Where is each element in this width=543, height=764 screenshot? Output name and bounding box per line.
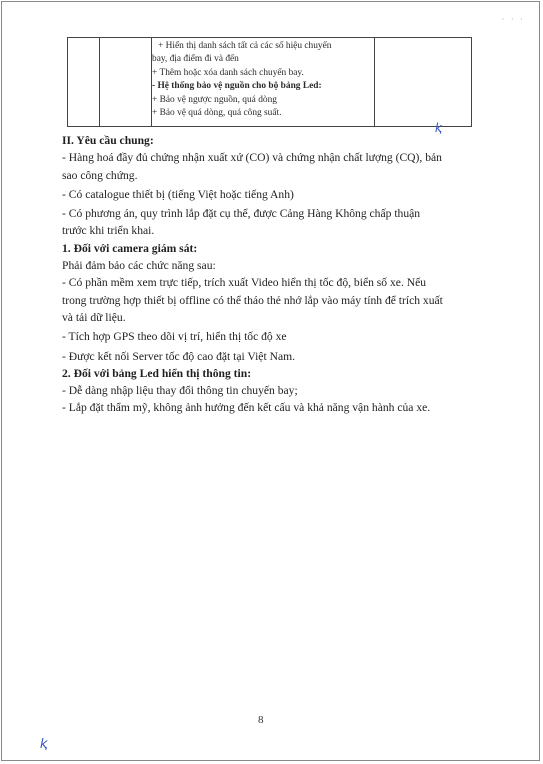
table-line: + Hiển thị danh sách tất cả các số hiệu chuyến: [158, 41, 332, 51]
table-line: + Bảo vệ quá dòng, quá công suất.: [152, 108, 282, 119]
table-line: bay, địa điểm đi và đến: [152, 54, 239, 65]
paragraph-line: trong trường hợp thiết bị offline có thể tháo thẻ nhớ lắp vào máy tính để trích xuất: [62, 293, 443, 307]
paragraph-line: Phải đảm bảo các chức năng sau:: [62, 259, 216, 273]
handwritten-initial-mark: ⱪ: [435, 121, 442, 135]
scan-mark: · · ·: [501, 14, 525, 24]
table-cell-description: [152, 40, 372, 120]
table-line: + Bảo vệ ngược nguồn, quá dòng: [152, 94, 277, 105]
table-line-heading: - Hệ thống bảo vệ nguồn cho bộ bảng Led:: [152, 81, 322, 92]
document-body: [62, 132, 482, 417]
subsection-heading: 1. Đối với camera giám sát:: [62, 241, 198, 255]
table-column-divider: [99, 38, 100, 126]
paragraph-line: - Có phương án, quy trình lắp đặt cụ thể, được Cảng Hàng Không chấp thuận: [62, 207, 421, 221]
paragraph-line: - Tích hợp GPS theo dõi vị trí, hiển thị tốc độ xe: [62, 330, 287, 344]
table-line: + Thêm hoặc xóa danh sách chuyến bay.: [152, 67, 304, 78]
page-number: 8: [258, 714, 264, 726]
paragraph-line: - Có phần mềm xem trực tiếp, trích xuất Video hiển thị tốc độ, biển số xe. Nếu: [62, 276, 427, 290]
paragraph-line: - Hàng hoá đầy đủ chứng nhận xuất xứ (CO) và chứng nhận chất lượng (CQ), bản: [62, 151, 442, 165]
paragraph-line: - Có catalogue thiết bị (tiếng Việt hoặc tiếng Anh): [62, 187, 294, 201]
paragraph-line: sao công chứng.: [62, 168, 138, 182]
paragraph-line: - Dễ dàng nhập liệu thay đổi thông tin chuyến bay;: [62, 384, 298, 398]
paragraph-line: trước khi triển khai.: [62, 224, 155, 238]
subsection-heading: 2. Đối với bảng Led hiển thị thông tin:: [62, 366, 252, 380]
paragraph-line: - Lắp đặt thẩm mỹ, không ảnh hưởng đến kết cấu và khả năng vận hành của xe.: [62, 401, 431, 415]
spec-table-fragment: [67, 37, 472, 127]
handwritten-initial-mark: ⱪ: [40, 737, 48, 752]
paragraph-line: - Được kết nối Server tốc độ cao đặt tại Việt Nam.: [62, 349, 296, 363]
table-column-divider: [374, 38, 375, 126]
paragraph-line: và tải dữ liệu.: [62, 310, 126, 324]
section-heading: II. Yêu cầu chung:: [62, 134, 154, 147]
